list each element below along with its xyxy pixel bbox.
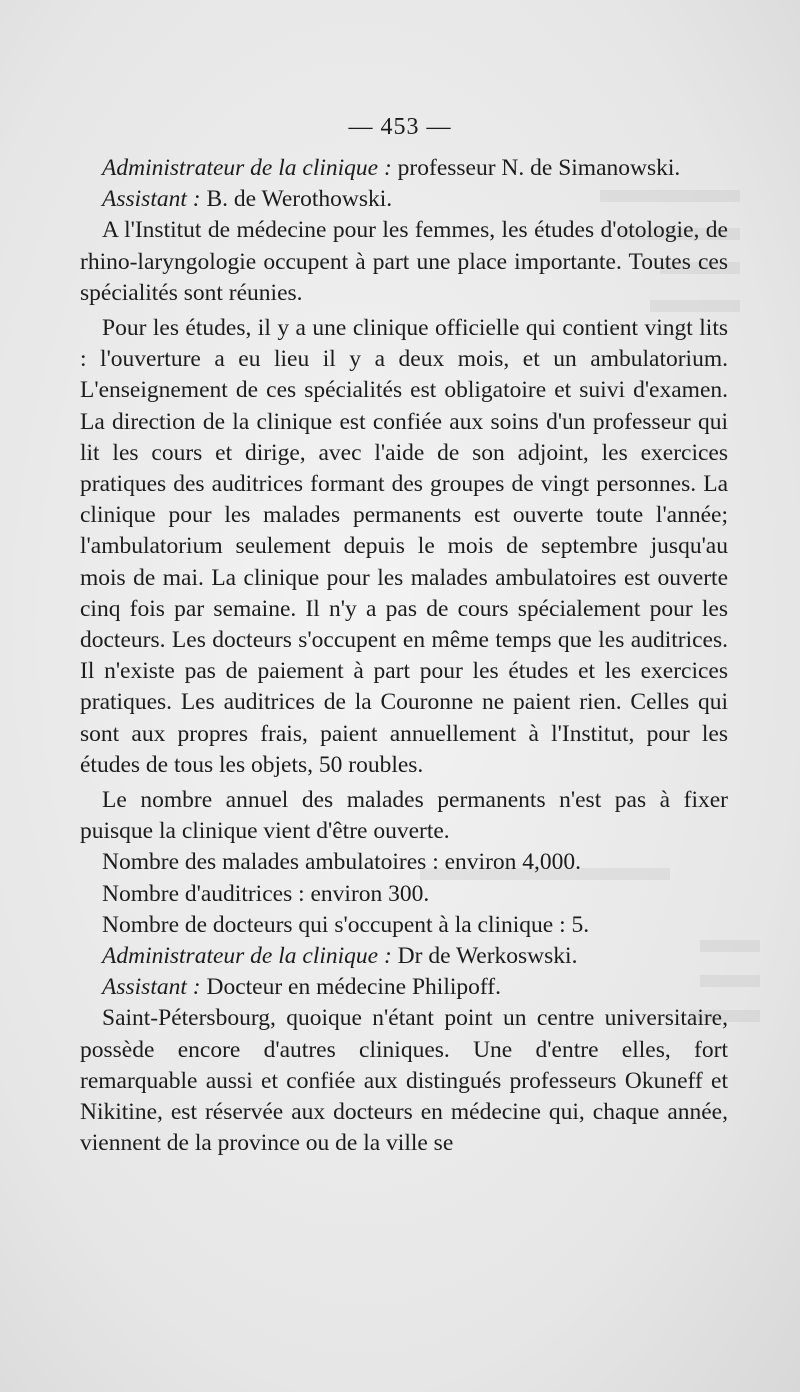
staff-line-assistant xyxy=(80,972,728,1003)
staff-name: professeur N. de Simanowski. xyxy=(391,155,681,181)
staff-role-label: Administrateur de la clinique : xyxy=(102,943,392,970)
body-text xyxy=(80,153,728,1160)
staff-line-administrator xyxy=(80,941,728,972)
page-number: — 453 — xyxy=(348,114,452,140)
staff-name: B. de Werothowski. xyxy=(200,186,393,213)
staff-name: Dr de Werkoswski. xyxy=(391,943,578,970)
paragraph-institute-intro: A l'Institut de médecine pour les femmes, les études d'otologie, de rhino-laryngologie occupent à part une place importante. Toutes ces spécialités sont réunies. xyxy=(80,217,728,306)
stat-line-auditrices: Nombre d'auditrices : environ 300. xyxy=(102,880,430,907)
paragraph-patients-count: Le nombre annuel des malades permanents n'est pas à fixer puisque la clinique vient d'être ouverte. xyxy=(80,787,728,845)
staff-role-label: Assistant : xyxy=(102,974,201,1001)
stat-line-doctors: Nombre de docteurs qui s'occupent à la clinique : 5. xyxy=(102,911,590,938)
stat-line-ambulatory: Nombre des malades ambulatoires : environ 4,000. xyxy=(102,849,582,876)
staff-role-label: Assistant : xyxy=(102,186,201,213)
paragraph-clinic-description: Pour les études, il y a une clinique officielle qui contient vingt lits : l'ouverture a eu lieu il y a deux mois, et un ambulatorium. L'enseignement de ces spécialités est obligatoire et suivi d'examen. La direction de la clinique est confiée aux soins d'un professeur qui lit les cours et dirige, avec l'aide de son adjoint, les exercices pratiques des auditrices formant des groupes de vingt personnes. La clinique pour les malades permanents est ouverte toute l'année; l'ambulatorium seulement depuis le mois de septembre jusqu'au mois de mai. La clinique pour les malades ambulatoires est ouverte cinq fois par semaine. Il n'y a pas de cours spécialement pour les docteurs. Les docteurs s'occupent en même temps que les auditrices. Il n'existe pas de paiement à part pour les études et les exercices pratiques. Les auditrices de la Couronne ne paient rien. Celles qui sont aux propres frais, paient annuellement à l'Institut, pour les études de tous les objets, 50 roubles. xyxy=(80,315,728,778)
staff-name: Docteur en médecine Philipoff. xyxy=(200,974,501,1001)
staff-role-label: Administrateur de la clinique : xyxy=(102,155,392,181)
staff-line-assistant xyxy=(80,184,728,215)
staff-line-administrator xyxy=(80,153,728,184)
paragraph-saint-petersbourg: Saint-Pétersbourg, quoique n'étant point un centre universitaire, possède encore d'autres cliniques. Une d'entre elles, fort remarquable aussi et confiée aux distingués professeurs Okuneff et Nikitine, est réservée aux docteurs en médecine qui, chaque année, viennent de la province ou de la ville se xyxy=(80,1005,728,1157)
